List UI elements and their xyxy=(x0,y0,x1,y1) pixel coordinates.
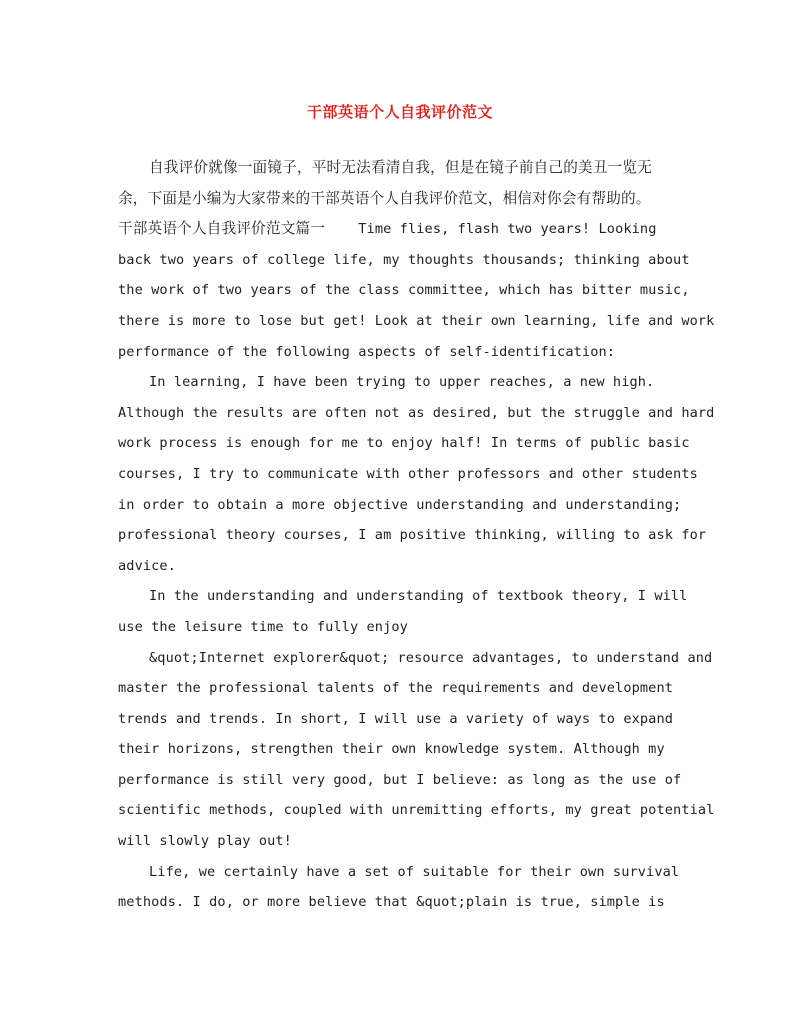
text-line: in order to obtain a more objective understanding and understanding; xyxy=(118,496,682,513)
text-line: master the professional talents of the requirements and development xyxy=(118,680,674,697)
text-line: advice. xyxy=(118,557,176,574)
text-line-cjk: 干部英语个人自我评价范文篇一 xyxy=(118,220,326,238)
text-line: use the leisure time to fully enjoy xyxy=(118,618,408,635)
text-line xyxy=(118,214,693,245)
text-line: back two years of college life, my thoughts thousands; thinking about xyxy=(118,251,690,268)
text-line: performance is still very good, but I believe: as long as the use of xyxy=(118,771,682,788)
text-line: &quot;Internet explorer&quot; resource advantages, to understand and xyxy=(149,649,713,666)
text-line: methods. I do, or more believe that &quot;plain is true, simple is xyxy=(118,894,665,911)
text-line: 自我评价就像一面镜子，平时无法看清自我，但是在镜子前自己的美丑一览无 xyxy=(149,159,652,176)
text-line: their horizons, strengthen their own knowledge system. Although my xyxy=(118,741,665,758)
text-line: performance of the following aspects of self-identification: xyxy=(118,343,616,360)
text-line: there is more to lose but get! Look at their own learning, life and work xyxy=(118,312,715,329)
text-line: professional theory courses, I am positive thinking, willing to ask for xyxy=(118,527,707,544)
text-line: Life, we certainly have a set of suitable for their own survival xyxy=(149,863,680,880)
text-line: the work of two years of the class committee, which has bitter music, xyxy=(118,282,690,299)
text-line: scientific methods, coupled with unremitting efforts, my great potential xyxy=(118,802,715,819)
text-line: trends and trends. In short, I will use a variety of ways to expand xyxy=(118,710,674,727)
document-body xyxy=(118,153,715,918)
text-line: Although the results are often not as desired, but the struggle and hard xyxy=(118,404,715,421)
text-line: In the understanding and understanding of textbook theory, I will xyxy=(149,588,688,605)
text-line: courses, I try to communicate with other professors and other students xyxy=(118,465,698,482)
text-line: work process is enough for me to enjoy half! In terms of public basic xyxy=(118,435,690,452)
text-line-latin: Time flies, flash two years! Looking xyxy=(325,221,657,238)
document-title: 干部英语个人自我评价范文 xyxy=(306,103,493,121)
text-line: will slowly play out! xyxy=(118,833,292,850)
text-line: In learning, I have been trying to upper reaches, a new high. xyxy=(149,374,655,391)
text-line: 余，下面是小编为大家带来的干部英语个人自我评价范文，相信对你会有帮助的。 xyxy=(118,189,651,207)
